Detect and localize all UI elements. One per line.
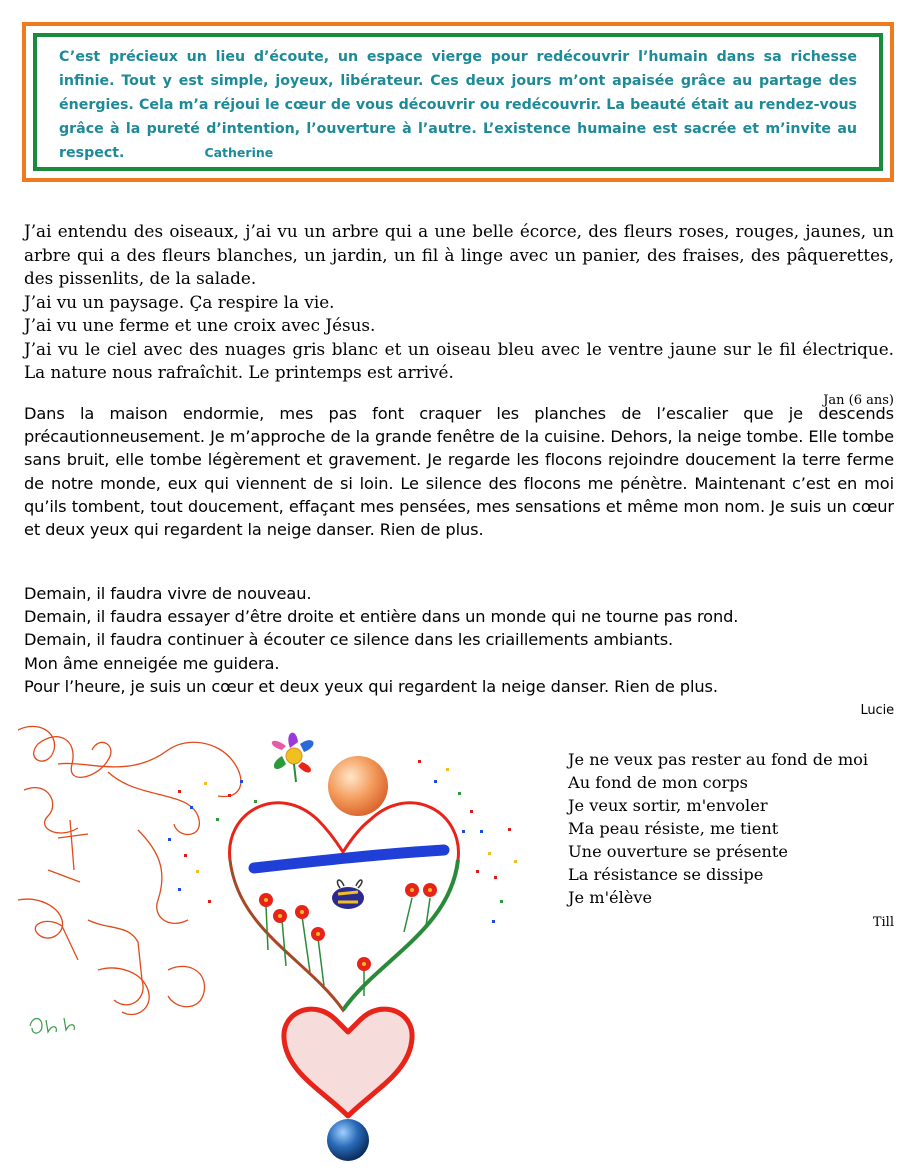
lucie-paragraph-1: Dans la maison endormie, mes pas font craquer les planches de l’escalier que je descends précautionneusement. Je m’approche de la grande fenêtre de la cuisine. Dehors, la neige tombe. Elle tombe sans bruit, elle tombe légèrement et gravement. Je regarde les flocons rejoindre doucement la terre ferme de notre monde, eux qui viennent de si loin.	[24, 404, 894, 493]
testimonial-inner-border	[33, 33, 883, 171]
flower-icon	[272, 733, 314, 782]
till-poem	[568, 748, 894, 934]
jan-line-1: J’ai entendu des oiseaux, j’ai vu un arbre qui a une belle écorce, des fleurs roses, rouges, jaunes, un arbre qui a des fleurs blanches, un jardin, un fil à linge avec un panier, des fraises, des pâquerettes, des pissenlits, de la salade.	[24, 221, 894, 288]
till-line-1: Je ne veux pas rester au fond de moi	[568, 750, 869, 769]
testimonial-box	[22, 22, 894, 182]
till-line-2: Au fond de mon corps	[568, 773, 748, 792]
testimonial-author: Catherine	[204, 145, 274, 160]
pink-heart-icon	[284, 1009, 412, 1116]
lucie-author: Lucie	[860, 703, 894, 719]
till-line-7: Je m'élève	[568, 888, 653, 907]
lucie-line-5: Pour l’heure, je suis un cœur et deux yeux qui regardent la neige danser. Rien de plus.	[24, 676, 718, 696]
blue-ball-icon	[327, 1119, 369, 1161]
heart-icon	[230, 803, 459, 1010]
lucie-line-3: Demain, il faudra continuer à écouter ce silence dans les criaillements ambiants.	[24, 630, 674, 650]
jan-author: Jan (6 ans)	[823, 392, 894, 408]
jan-line-3: J’ai vu une ferme et une croix avec Jésus.	[24, 315, 376, 335]
till-author: Till	[872, 915, 894, 930]
lucie-verse	[24, 582, 894, 722]
till-line-3: Je veux sortir, m'envoler	[568, 796, 768, 815]
jan-text	[24, 220, 894, 412]
lucie-paragraph-2: Le silence des flocons me pénètre. Maintenant c’est en moi qu’ils tombent, tout doucement, effaçant mes pensées, mes sensations et même mon nom. Je suis un cœur et deux yeux qui regardent la neige danser. Rien de plus.	[24, 473, 895, 540]
green-scribble	[30, 1018, 74, 1033]
till-line-4: Ma peau résiste, me tient	[568, 819, 779, 838]
scribble-figures	[18, 726, 241, 1014]
testimonial-quote	[59, 45, 857, 165]
till-line-5: Une ouverture se présente	[568, 842, 788, 861]
lucie-line-2: Demain, il faudra essayer d’être droite et entière dans un monde qui ne tourne pas rond.	[24, 607, 739, 627]
lucie-prose	[24, 402, 894, 541]
lucie-line-4: Mon âme enneigée me guidera.	[24, 653, 280, 673]
till-line-6: La résistance se dissipe	[568, 865, 764, 884]
lucie-line-1: Demain, il faudra vivre de nouveau.	[24, 584, 312, 603]
child-drawing	[18, 720, 528, 1170]
sun-ball-icon	[328, 756, 388, 816]
jan-line-4: J’ai vu le ciel avec des nuages gris blanc et un oiseau bleu avec le ventre jaune sur le fil électrique. La nature nous rafraîchit. Le printemps est arrivé.	[24, 338, 894, 382]
jan-line-2: J’ai vu un paysage. Ça respire la vie.	[24, 291, 335, 312]
testimonial-text: C’est précieux un lieu d’écoute, un espace vierge pour redécouvrir l’humain dans sa richesse infinie. Tout y est simple, joyeux, libérateur. Ces deux jours m’ont apaisée grâce au partage des énergies. Cela m’a réjoui le cœur de vous découvrir ou redécouvrir. La beauté était au rendez-vous grâce à la pureté d’intention, l’ouverture à l’autre. L’existence humaine est sacrée et m’invite au respect.	[59, 49, 857, 161]
